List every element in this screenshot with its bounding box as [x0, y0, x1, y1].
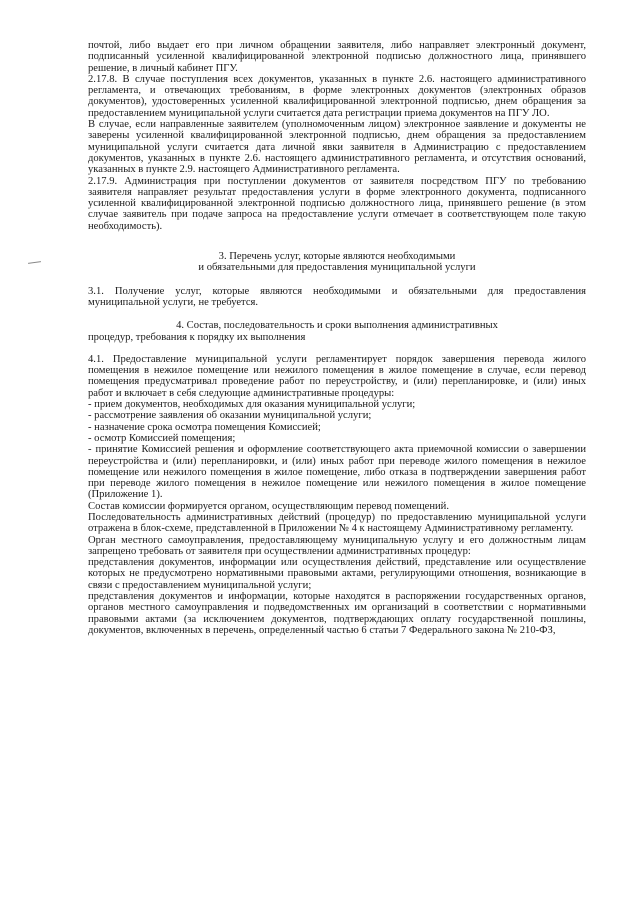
paragraph: 2.17.8. В случае поступления всех документов, указанных в пункте 2.6. настоящего административного регламента, и отвечающих требованиям, в форме электронных документов (электронных образов документов), удостоверенных усиленной квалифицированной электронной подписью, днем обращения за предоставлением муниципальной услуги считается дата регистрации приема документов на ПГУ ЛО. — [88, 73, 586, 119]
list-item: - прием документов, необходимых для оказания муниципальной услуги; — [88, 399, 416, 411]
section-3-text: 3.1. Получение услуг, которые являются необходимыми и обязательными для предоставления муниципальной услуги, не требуется. — [88, 285, 586, 308]
section-3-heading-line-1: 3. Перечень услуг, которые являются необходимыми — [218, 251, 456, 263]
paragraph: почтой, либо выдает его при личном обращении заявителя, либо направляет электронный документ, подписанный усиленной квалифицированной электронной подписью должностного лица, принявшего решение, в личный кабинет ПГУ. — [88, 40, 586, 74]
section-4-heading-line-1: 4. Состав, последовательность и сроки выполнения административных — [176, 320, 498, 332]
paragraph: представления документов, информации или осуществления действий, представление или осуществление которых не предусмотрено нормативными правовыми актами, регулирующими отношения, возникающие в связи с предоставлением муниципальной услуги; — [88, 557, 586, 591]
list-item: - осмотр Комиссией помещения; — [88, 432, 236, 444]
document-body — [88, 40, 586, 636]
scan-mark — [28, 261, 41, 264]
paragraph: Последовательность административных действий (процедур) по предоставлению муниципальной услуги отражена в блок-схеме, представленной в Приложении № 4 к настоящему Административному регламенту. — [88, 511, 586, 535]
procedure-list — [88, 399, 586, 501]
section-4-heading-line-2: процедур, требования к порядку их выполнения — [88, 331, 306, 343]
list-item: - назначение срока осмотра помещения Комиссией; — [88, 421, 321, 433]
section-3-heading-line-2: и обязательными для предоставления муниципальной услуги — [198, 262, 476, 274]
section-3-heading — [88, 251, 586, 274]
paragraph: представления документов и информации, которые находятся в распоряжении государственных органов, органов местного самоуправления и подведомственных им организаций в соответствии с нормативными правовыми актами (за исключением документов, подтверждающих оплату государственной пошлины, документов, включенных в перечень, определенный частью 6 статьи 7 Федерального закона № 210-ФЗ, — [88, 591, 586, 636]
list-item: - принятие Комиссией решения и оформление соответствующего акта приемочной комиссии о завершении переустройства и (или) перепланировки, и (или) иных работ при переводе жилого помещения в нежилое помещение или нежилого помещения в жилое помещение, либо отказа в подтверждении завершения работ при переводе жилого помещения в нежилое помещение или нежилого помещения в жилое помещение (Приложение 1). — [88, 444, 586, 501]
paragraph: Состав комиссии формируется органом, осуществляющим перевод помещений. — [88, 500, 449, 512]
paragraph: В случае, если направленные заявителем (уполномоченным лицом) электронное заявление и документы не заверены усиленной квалифицированной электронной подписью, днем обращения за предоставлением муниципальной услуги считается дата личной явки заявителя в Администрацию с предоставлением документов, указанных в пункте 2.6. настоящего административного регламента, и отсутствия оснований, указанных в пункте 2.9. настоящего Административного регламента. — [88, 119, 586, 176]
paragraph: Орган местного самоуправления, предоставляющему муниципальную услугу и его должностным лицам запрещено требовать от заявителя при осуществлении административных процедур: — [88, 534, 586, 557]
paragraph: 2.17.9. Администрация при поступлении документов от заявителя посредством ПГУ по требованию заявителя направляет результат предоставления услуги в форме электронного документа, подписанного усиленной квалифицированной электронной подписью должностного лица, принявшего решение (в этом случае заявитель при подаче запроса на предоставление услуги отмечает в соответствующем поле такую необходимость). — [88, 175, 586, 232]
list-item: - рассмотрение заявления об оказании муниципальной услуги; — [88, 410, 372, 422]
section-4-intro: 4.1. Предоставление муниципальной услуги регламентирует порядок завершения перевода жилого помещения в нежилое помещение или нежилого помещения в жилое помещение в случае, если перевод помещения предусматривал проведение работ по переустройству, и (или) перепланировке, и (или) иных работ и включает в себя следующие административные процедуры: — [88, 353, 586, 399]
section-4-heading — [88, 320, 586, 343]
